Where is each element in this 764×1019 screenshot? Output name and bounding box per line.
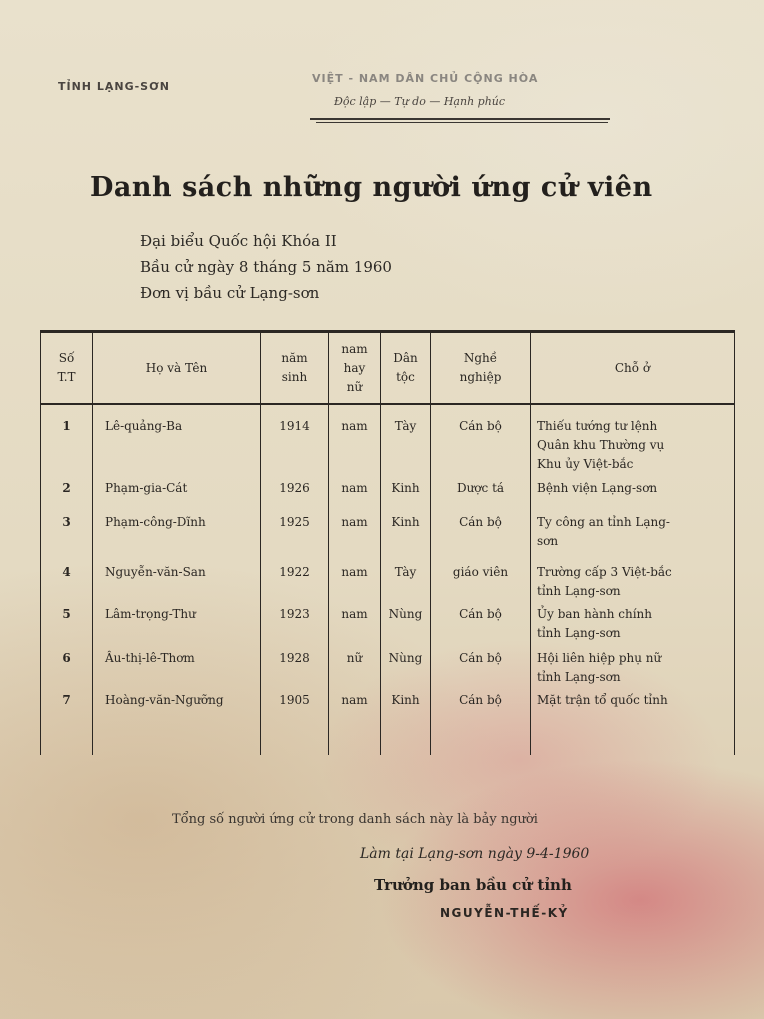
subtitle-line: Đại biểu Quốc hội Khóa II [140,232,337,250]
motto: Độc lập — Tự do — Hạnh phúc [334,95,506,108]
cell-name: Lâm-trọng-Thư [93,605,261,649]
cell-birth: 1926 [261,479,329,513]
republic-header: VIỆT - NAM DÂN CHỦ CỘNG HÒA [312,72,539,85]
header-no: Số T.T [41,332,93,405]
cell-no: 5 [41,605,93,649]
total-statement: Tổng số người ứng cử trong danh sách này là bảy người [172,812,538,827]
table-row [41,691,735,755]
cell-address: Thiếu tướng tư lệnh Quân khu Thường vụ Khu ủy Việt-bắc [531,404,735,479]
province-header: TỈNH LẠNG-SƠN [58,80,170,93]
cell-name: Phạm-gia-Cát [93,479,261,513]
cell-no: 4 [41,563,93,605]
cell-birth: 1928 [261,649,329,691]
cell-ethnic: Nùng [381,649,431,691]
cell-job: Cán bộ [431,404,531,479]
table-row [41,563,735,605]
header-address: Chỗ ở [531,332,735,405]
header-ethnic: Dân tộc [381,332,431,405]
cell-sex: nam [329,605,381,649]
cell-name: Âu-thị-lê-Thơm [93,649,261,691]
cell-birth: 1914 [261,404,329,479]
cell-sex: nam [329,691,381,755]
cell-name: Hoàng-văn-Ngưỡng [93,691,261,755]
subtitle-line: Đơn vị bầu cử Lạng-sơn [140,284,320,302]
table-header-row [41,332,735,405]
cell-ethnic: Kinh [381,691,431,755]
table-row [41,404,735,479]
cell-birth: 1925 [261,513,329,563]
candidate-table [40,330,735,755]
cell-job: Cán bộ [431,691,531,755]
signer-name: NGUYỄN-THẾ-KỶ [440,906,569,920]
cell-sex: nam [329,404,381,479]
cell-job: Cán bộ [431,649,531,691]
cell-job: giáo viên [431,563,531,605]
cell-ethnic: Kinh [381,479,431,513]
cell-sex: nam [329,563,381,605]
cell-no: 2 [41,479,93,513]
cell-ethnic: Kinh [381,513,431,563]
chair-title: Trưởng ban bầu cử tỉnh [374,876,572,894]
cell-birth: 1922 [261,563,329,605]
cell-job: Cán bộ [431,513,531,563]
cell-sex: nam [329,513,381,563]
cell-no: 3 [41,513,93,563]
cell-address: Mặt trận tổ quốc tỉnh [531,691,735,755]
cell-no: 6 [41,649,93,691]
cell-job: Dược tá [431,479,531,513]
subtitle-line: Bầu cử ngày 8 tháng 5 năm 1960 [140,258,392,276]
cell-no: 1 [41,404,93,479]
header-rule-thin [316,122,608,123]
cell-ethnic: Nùng [381,605,431,649]
table-row [41,605,735,649]
cell-address: Trường cấp 3 Việt-bắc tỉnh Lạng-sơn [531,563,735,605]
header-sex: nam hay nữ [329,332,381,405]
cell-name: Nguyễn-văn-San [93,563,261,605]
cell-job: Cán bộ [431,605,531,649]
cell-address: Hội liên hiệp phụ nữ tỉnh Lạng-sơn [531,649,735,691]
document-title: Danh sách những người ứng cử viên [90,172,653,203]
cell-address: Bệnh viện Lạng-sơn [531,479,735,513]
cell-no: 7 [41,691,93,755]
cell-sex: nữ [329,649,381,691]
cell-name: Lê-quảng-Ba [93,404,261,479]
cell-sex: nam [329,479,381,513]
header-birth: năm sinh [261,332,329,405]
header-name: Họ và Tên [93,332,261,405]
table-row [41,649,735,691]
table-row [41,479,735,513]
cell-birth: 1923 [261,605,329,649]
header-job: Nghề nghiệp [431,332,531,405]
cell-name: Phạm-công-Dĩnh [93,513,261,563]
cell-address: Ty công an tỉnh Lạng- sơn [531,513,735,563]
header-rule [310,118,610,120]
place-date: Làm tại Lạng-sơn ngày 9-4-1960 [360,846,590,862]
cell-address: Ủy ban hành chính tỉnh Lạng-sơn [531,605,735,649]
cell-ethnic: Tày [381,563,431,605]
cell-ethnic: Tày [381,404,431,479]
table-row [41,513,735,563]
cell-birth: 1905 [261,691,329,755]
